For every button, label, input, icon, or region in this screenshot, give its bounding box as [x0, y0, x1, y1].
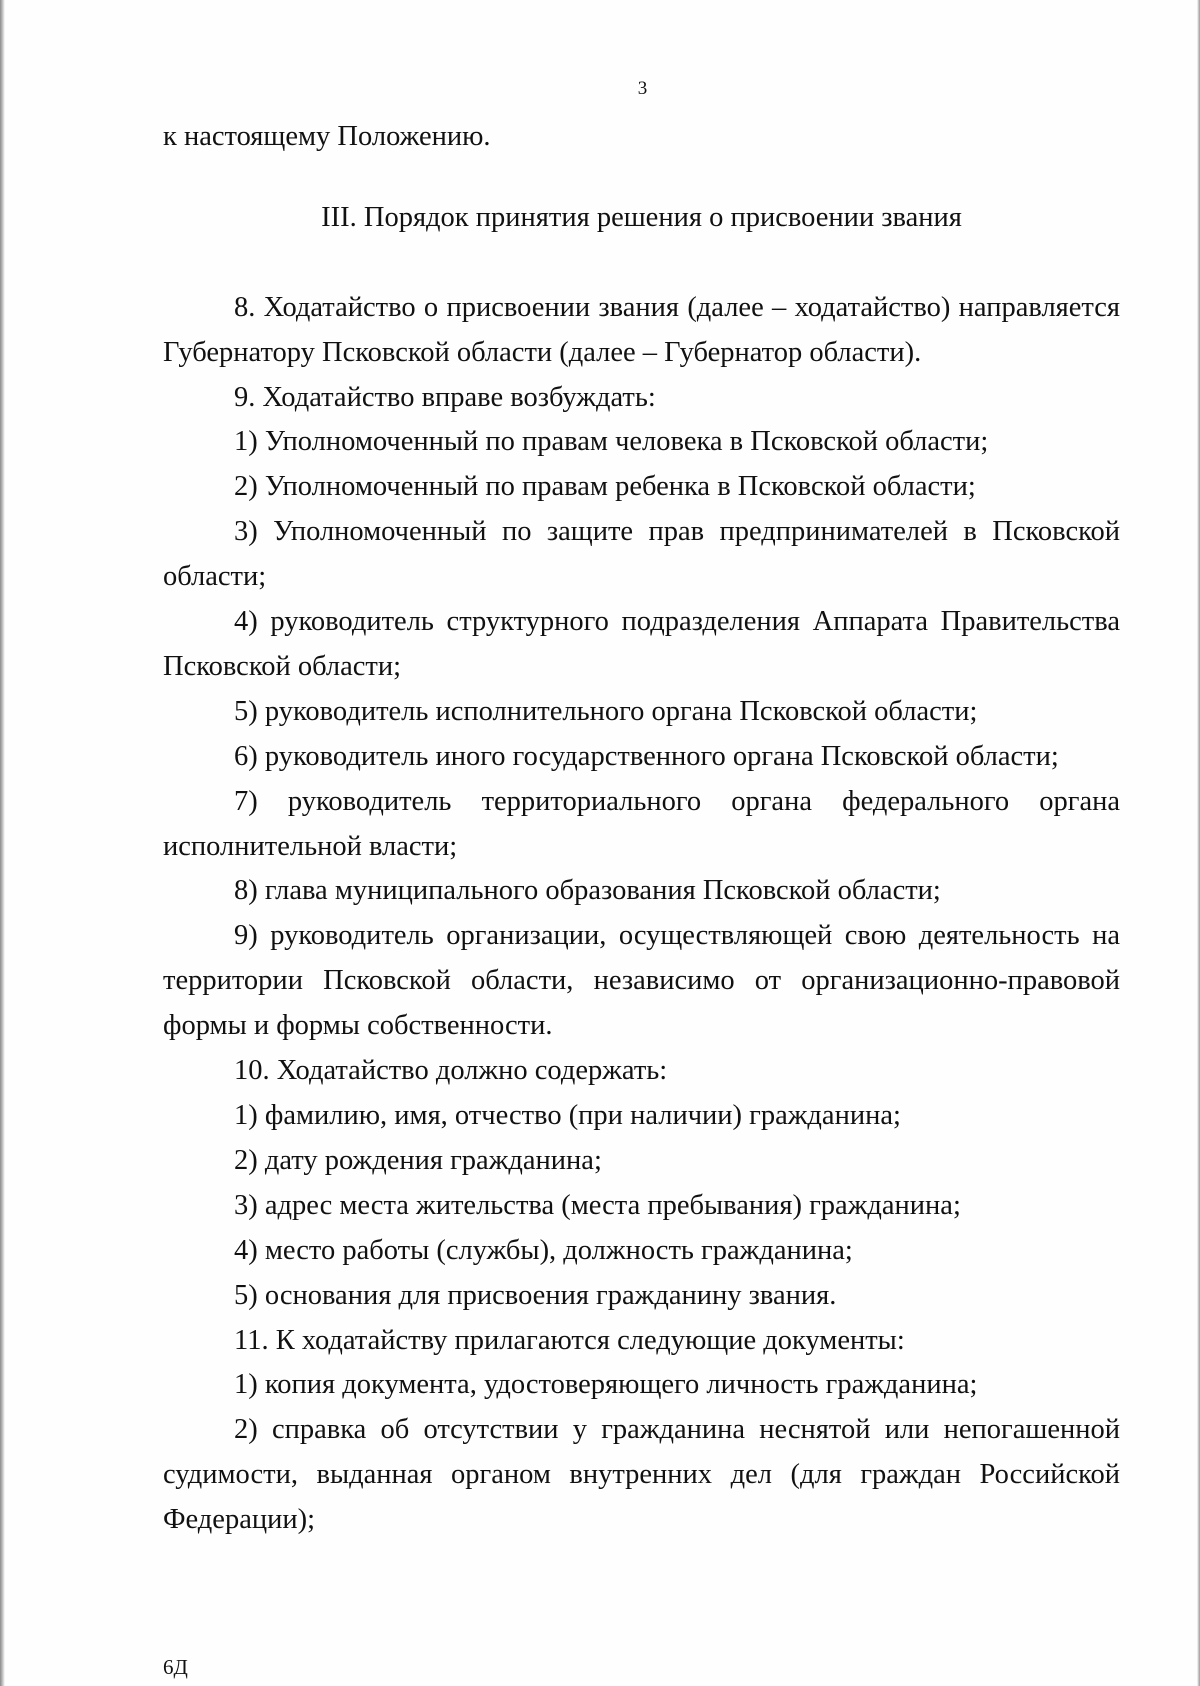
list-item: 7) руководитель территориального органа федерального органа исполнительной власти;	[163, 785, 1120, 862]
list-item: 3) Уполномоченный по защите прав предпринимателей в Псковской области;	[163, 516, 1120, 593]
list-item: 2) Уполномоченный по правам ребенка в Псковской области;	[234, 471, 976, 503]
page-number: 3	[637, 78, 648, 99]
footer-code: 6Д	[163, 1655, 188, 1679]
continuation-line: к настоящему Положению.	[163, 121, 491, 152]
list-item: 2) дату рождения гражданина;	[234, 1144, 602, 1176]
list-item: 8) глава муниципального образования Псковской области;	[234, 875, 941, 907]
list-item: 4) место работы (службы), должность гражданина;	[234, 1234, 853, 1266]
section-heading: III. Порядок принятия решения о присвоении звания	[321, 201, 962, 233]
list-item: 9) руководитель организации, осуществляющей свою деятельность на территории Псковской области, независимо от организационно-правовой формы и формы собственности.	[163, 920, 1120, 1042]
list-item: 6) руководитель иного государственного органа Псковской области;	[234, 740, 1059, 772]
list-item: 2) справка об отсутствии у гражданина неснятой или непогашенной судимости, выданная органом внутренних дел (для граждан Российской Федерации);	[163, 1414, 1120, 1536]
list-item: 5) основания для присвоения гражданину звания.	[234, 1279, 837, 1311]
list-item: 5) руководитель исполнительного органа Псковской области;	[234, 695, 978, 727]
spacer	[163, 160, 1120, 196]
paragraph-9: 9. Ходатайство вправе возбуждать:	[234, 381, 656, 413]
spacer	[163, 241, 1120, 286]
document-body	[163, 115, 1120, 1543]
scan-left-edge	[0, 0, 5, 1686]
paragraph-11: 11. К ходатайству прилагаются следующие документы:	[234, 1324, 905, 1356]
list-item: 1) Уполномоченный по правам человека в Псковской области;	[234, 426, 989, 458]
list-item: 4) руководитель структурного подразделения Аппарата Правительства Псковской области;	[163, 606, 1120, 682]
list-item: 1) копия документа, удостоверяющего личность гражданина;	[234, 1369, 978, 1401]
list-item: 3) адрес места жительства (места пребывания) гражданина;	[234, 1189, 961, 1221]
list-item: 1) фамилию, имя, отчество (при наличии) гражданина;	[234, 1100, 901, 1132]
paragraph-10: 10. Ходатайство должно содержать:	[234, 1055, 668, 1087]
paragraph-8: 8. Ходатайство о присвоении звания (далее – ходатайство) направляется Губернатору Псковской области (далее – Губернатор области).	[163, 291, 1120, 368]
